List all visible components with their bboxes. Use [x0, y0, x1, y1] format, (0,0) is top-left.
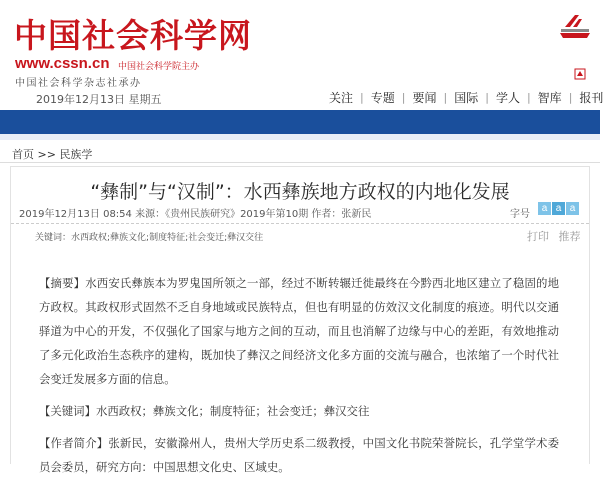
nav-separator: | [526, 90, 531, 104]
article-title: “彝制”与“汉制”：水西彝族地方政权的内地化发展 [90, 181, 510, 203]
article-panel [10, 166, 590, 474]
site-subtitle: 中国社会科学杂志社承办 [15, 78, 142, 89]
breadcrumb-separator: >> [37, 148, 56, 161]
article-actions [521, 228, 581, 244]
nav-separator: | [360, 90, 364, 104]
breadcrumb-divider [0, 162, 600, 163]
top-nav [322, 89, 610, 105]
article-keywords: 关键词：水西政权;彝族文化;制度特征;社会变迁;彝汉交往 [35, 233, 264, 243]
print-link[interactable]: 打印 [527, 230, 549, 243]
recommend-link[interactable]: 推荐 [558, 230, 581, 243]
nav-item-zhuanti[interactable]: 专题 [370, 90, 395, 105]
nav-item-xueren[interactable]: 学人 [495, 90, 520, 105]
abstract-paragraph: 【摘要】水西安氏彝族本为罗鬼国所领之一部，经过不断转辗迁徙最终在今黔西北地区建立了稳固的地方政权。其政权形式固然不乏自身地域或民族特点，但也有明显的仿效汉文化制度的痕迹。明代以交通驿道为中心的开发，不仅强化了国家与地方之间的互动，而且也消解了边缘与中心的差距，有效地推动了多元化政治生态秩序的建构，既加快了彝汉之间经济文化多方面的交流与融合，也浓缩了一个时代社会变迁发展多方面的信息。 [39, 276, 559, 386]
keywords-paragraph: 【关键词】水西政权；彝族文化；制度特征；社会变迁；彝汉交往 [39, 404, 370, 418]
author-paragraph: 【作者简介】张新民，安徽滁州人，贵州大学历史系二级教授，中国文化书院荣誉院长，孔学堂学术委员会委员，研究方向：中国思想文化史、区域史。 [39, 436, 559, 474]
nav-item-guanzhu[interactable]: 关注 [329, 90, 354, 105]
nav-item-baokan[interactable]: 报刊 [579, 90, 604, 105]
nav-item-guoji[interactable]: 国际 [454, 90, 479, 105]
current-date: 2019年12月13日 星期五 [36, 93, 162, 106]
nav-separator: | [443, 90, 448, 104]
nav-bar-underline [0, 134, 600, 140]
nav-separator: | [485, 90, 489, 104]
cass-emblem-icon[interactable] [557, 13, 593, 41]
font-size-large-button[interactable]: a [566, 202, 579, 215]
article-meta: 2019年12月13日 08:54 来源：《贵州民族研究》2019年第10期 作者：张新民 [19, 209, 372, 220]
breadcrumb [12, 146, 92, 162]
nav-item-yaowen[interactable]: 要闻 [412, 90, 437, 105]
site-logo[interactable]: 中国社会科学网 [14, 16, 252, 55]
home-link-icon[interactable] [574, 68, 586, 80]
nav-separator: | [401, 90, 406, 104]
main-nav-bar [0, 110, 600, 134]
site-url[interactable]: www.cssn.cn [15, 55, 110, 72]
font-size-controls [538, 202, 579, 215]
font-size-medium-button[interactable]: a [552, 202, 565, 215]
breadcrumb-home[interactable]: 首页 [12, 148, 34, 161]
nav-item-zhiku[interactable]: 智库 [537, 90, 562, 105]
font-size-label: 字号 [510, 209, 530, 220]
meta-divider [11, 223, 589, 224]
site-host-label: 中国社会科学院主办 [118, 62, 200, 72]
font-size-small-button[interactable]: a [538, 202, 551, 215]
breadcrumb-section[interactable]: 民族学 [59, 148, 93, 161]
site-header [0, 0, 604, 108]
article-body [39, 271, 559, 487]
nav-separator: | [568, 90, 573, 104]
